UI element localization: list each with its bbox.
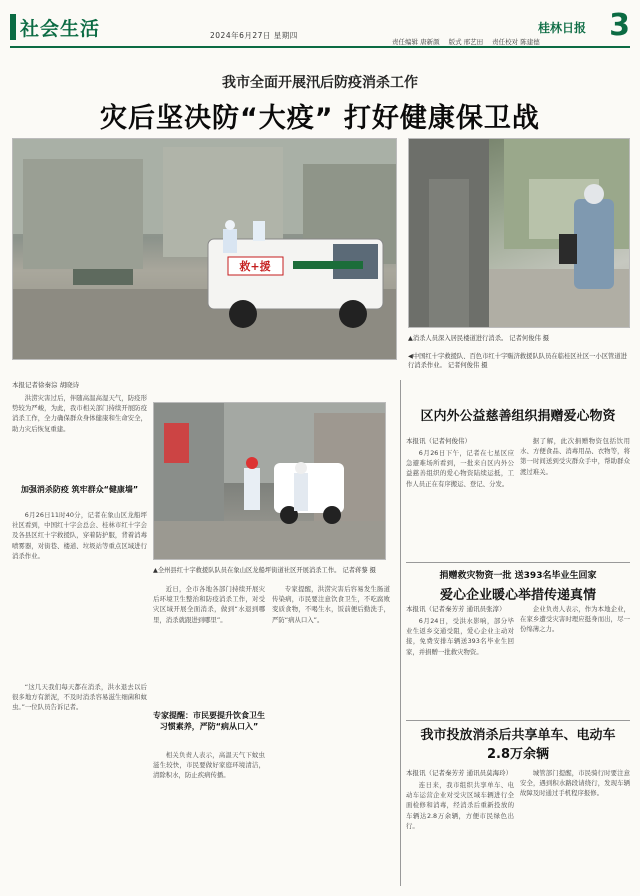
main-headline: 灾后坚决防“大疫” 打好健康保卫战: [100, 103, 540, 134]
editor-credit: 版式 邢艺田: [448, 38, 484, 46]
editor-credits: [392, 37, 540, 46]
side-photo-illustration: [409, 139, 630, 328]
right-article-3-text: 城管部门提醒，市民骑行时要注意安全，遇到积水路段请绕行，发现车辆故障及时通过手机程序报修。: [520, 769, 630, 798]
rescue-sign-text: 救+援: [239, 260, 271, 273]
main-photo-illustration: [13, 139, 397, 360]
right-article-1-text: 6月26日下午，记者在七星区应急避难场所看到，一批来自区内外公益慈善组织的爱心物资陆续运抵，工作人员正在有序搬运、登记、分发。: [406, 449, 514, 488]
section-label: [10, 12, 100, 42]
section-mark: [10, 14, 16, 40]
right-article-1-headline: 区内外公益慈善组织捐赠爱心物资: [420, 409, 616, 424]
middle-photo-illustration: [154, 403, 386, 560]
right-article-1-byline: 本报讯（记者何俊伟）: [406, 437, 471, 445]
main-article-paragraph: 6月26日11时40分，记者在象山区龙船坪社区看到，中国红十字会总会、桂林市红十字会及各县区红十字救援队，穿着防护服，背着消毒喷雾器，对街巷、楼道、垃圾站等重点区域进行消杀作业。: [12, 511, 147, 560]
side-photo-caption-b: ◀中国红十字救援队、百色市红十字赈济救援队队员在临桂区社区一小区管道进行消杀作业。 记者何俊伟 摄: [408, 353, 627, 369]
main-article-paragraph: 专家提醒，洪涝灾害后容易发生肠道传染病，市民要注意饮食卫生，不吃腐败变质食物，不喝生水，饭前便后勤洗手，严防“病从口入”。: [272, 585, 390, 624]
main-article-paragraph: 相关负责人表示，高温天气下蚊虫滋生较快，市民要做好家庭环境清洁，清除积水，防止疾病传播。: [153, 751, 265, 780]
main-byline: 本报记者徐秦淙 胡晓诗: [12, 381, 80, 389]
right-article-2-text: 企业负责人表示，作为本地企业，在家乡遭受灾害时理应挺身而出，尽一份绵薄之力。: [520, 605, 630, 634]
right-article-1-text: 据了解，此次捐赠物资包括饮用水、方便食品、消毒用品、衣物等，将第一时间送到受灾群众手中，帮助群众渡过难关。: [520, 437, 630, 476]
page-number: 3: [609, 8, 630, 43]
section-title: 社会生活: [20, 17, 101, 40]
side-photo: [408, 138, 630, 328]
main-subhead-2: 专家提醒：市民要提升饮食卫生习惯素养，严防“病从口入”: [153, 711, 265, 731]
masthead: [10, 10, 630, 48]
right-article-3-text: 连日来，我市组织共享单车、电动车运营企业对受灾区域车辆进行全面检修和消毒，经消杀后重新投放的车辆达2.8万余辆，方便市民绿色出行。: [406, 781, 514, 830]
right-article-3-headline: 我市投放消杀后共享单车、电动车2.8万余辆: [420, 728, 616, 762]
main-article-intro: 洪涝灾害过后，伴随高温高湿天气，防疫形势较为严峻，为此，我市相关部门持续开展防疫消杀工作，全力确保群众身体健康和生命安全，助力灾后恢复重建。: [12, 394, 147, 433]
right-article-2-text: 6月24日，受洪水影响，部分毕业生返乡交通受阻，爱心企业主动对接，免费安排车辆送393名毕业生回家，并捐赠一批救灾物资。: [406, 617, 514, 656]
main-photo: [12, 138, 397, 360]
middle-photo-caption: ▲全州县红十字救援队队员在象山区龙船坪街道社区开展消杀工作。 记者蒋黎 摄: [153, 567, 376, 574]
right-article-2-byline: 本报讯（记者秦芳芳 通讯员张淳）: [406, 605, 506, 613]
paper-name: 桂林日报: [538, 21, 587, 35]
middle-photo: [153, 402, 386, 560]
right-article-3-byline: 本报讯（记者秦芳芳 通讯员莫海玲）: [406, 769, 513, 777]
column-divider: [400, 380, 401, 886]
main-article-paragraph: “这几天我们每天都在消杀，洪水退去以后很多地方有淤泥，不及时消杀容易滋生细菌和蚊虫。”一位队员告诉记者。: [12, 683, 147, 712]
right-article-2-headline: 爱心企业暖心举措传递真情: [439, 588, 596, 603]
article-divider: [406, 720, 630, 721]
main-subhead-1: 加强消杀防疫 筑牢群众“健康墙”: [20, 485, 139, 494]
issue-date: 2024年6月27日 星期四: [210, 31, 298, 40]
editor-credit: 责任校对 陈建德: [492, 38, 540, 46]
right-article-2-kicker: 捐赠救灾物资一批 送393名毕业生回家: [439, 571, 597, 581]
headline-kicker: 我市全面开展汛后防疫消杀工作: [222, 75, 418, 91]
article-divider: [406, 562, 630, 563]
side-photo-caption-a: ▲消杀人员深入居民楼道进行消杀。 记者何俊伟 摄: [408, 335, 550, 342]
main-article-paragraph: 近日，全市各地各部门持续开展灾后环境卫生整治和防疫消杀工作，对受灾区域开展全面消杀，做到“水退到哪里，消杀就跟进到哪里”。: [153, 585, 265, 624]
editor-credit: 责任编辑 唐新颜: [392, 38, 440, 46]
